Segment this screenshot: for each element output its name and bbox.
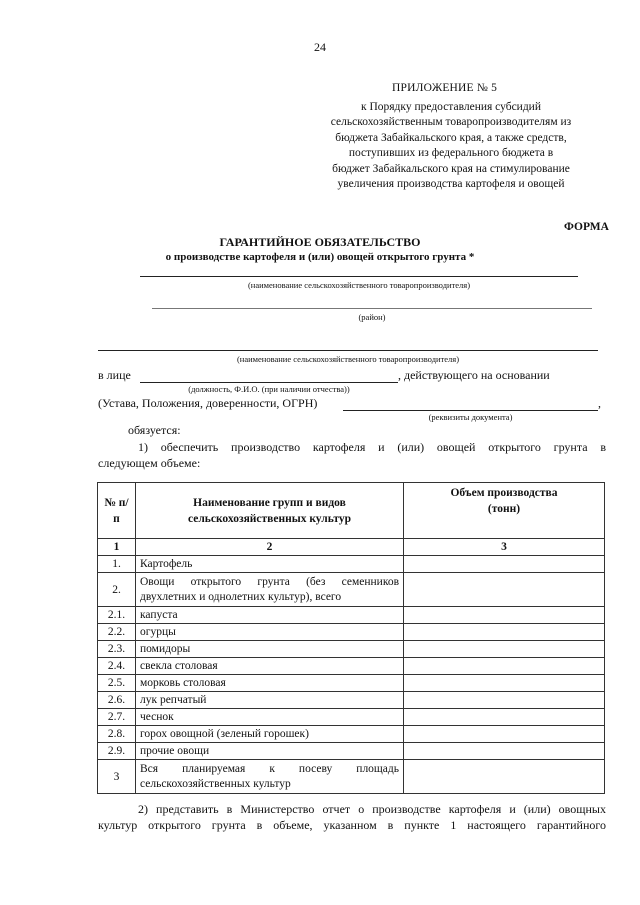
document-title: ГАРАНТИЙНОЕ ОБЯЗАТЕЛЬСТВО [219,235,421,249]
table-row [98,726,605,743]
table-row [98,556,605,573]
header-crop-name-line: сельскохозяйственных культур [187,512,352,525]
district-field-line[interactable] [152,308,592,309]
table-index-row [98,539,605,556]
clause-1-line-2: следующем объеме: [98,456,201,470]
table-row [98,641,605,658]
row-crop-name: чеснок [136,709,404,726]
row-crop-name: прочие овощи [136,743,404,760]
index-cell: 3 [404,539,605,556]
row-num: 3 [98,760,136,794]
row-crop-name-line: сельскохозяйственных культур [140,777,291,790]
producer-name-caption: (наименование сельскохозяйственного товаропроизводителя) [247,280,471,290]
document-details-field-line[interactable] [343,410,598,411]
appendix-note-line: к Порядку предоставления субсидий [361,101,541,113]
producer-name-field-line[interactable] [140,276,578,277]
acting-label: , действующего на основании [398,368,550,382]
table-row [98,743,605,760]
row-num: 2.6. [98,692,136,709]
row-num: 2.8. [98,726,136,743]
row-num: 1. [98,556,136,573]
row-crop-name [136,760,404,794]
row-crop-name: морковь столовая [136,675,404,692]
row-num: 2.9. [98,743,136,760]
appendix-note [298,100,604,192]
header-num: № п/п [98,483,136,539]
index-cell: 1 [98,539,136,556]
appendix-note-line: сельскохозяйственным товаропроизводителям из [330,116,572,129]
row-num: 2. [98,573,136,607]
document-details-caption: (реквизиты документа) [428,412,513,422]
obliges-text: обязуется: [128,423,181,437]
row-num: 2.5. [98,675,136,692]
row-volume-input[interactable] [404,573,605,607]
clause-2-line-1: 2) представить в Министерство отчет о производстве картофеля и (или) овощных [138,802,606,816]
page-number: 24 [314,40,326,54]
document-subtitle: о производстве картофеля и (или) овощей открытого грунта * [165,251,475,263]
row-num: 2.2. [98,624,136,641]
header-volume-line: Объем производства [450,487,558,499]
clause-1-line-1: 1) обеспечить производство картофеля и (или) овощей открытого грунта в [138,440,606,454]
row-volume-input[interactable] [404,692,605,709]
row-volume-input[interactable] [404,607,605,624]
appendix-note-line: увеличения производства картофеля и овощей [337,178,565,191]
appendix-note-line: бюджет Забайкальского края на стимулирование [332,162,570,175]
row-crop-name-line: Овощи открытого грунта (без семенников [140,575,399,588]
appendix-title: ПРИЛОЖЕНИЕ № 5 [392,82,498,94]
form-label: ФОРМА [564,221,609,233]
table-row [98,675,605,692]
row-num: 2.4. [98,658,136,675]
header-crop-name [136,483,404,539]
table-row [98,624,605,641]
producer-name-caption-2: (наименование сельскохозяйственного товаропроизводителя) [236,354,460,364]
row-crop-name: горох овощной (зеленый горошек) [136,726,404,743]
row-volume-input[interactable] [404,709,605,726]
table-header-row [98,483,605,539]
row-crop-name: свекла столовая [136,658,404,675]
in-person-label: в лице [98,368,131,382]
row-crop-name: помидоры [136,641,404,658]
row-volume-input[interactable] [404,760,605,794]
appendix-note-line: поступивших из федерального бюджета в [348,147,554,160]
position-caption: (должность, Ф.И.О. (при наличии отчества)) [188,384,350,394]
row-volume-input[interactable] [404,726,605,743]
table-row [98,692,605,709]
row-crop-name: Картофель [136,556,404,573]
row-volume-input[interactable] [404,743,605,760]
row-crop-name: капуста [136,607,404,624]
row-num: 2.7. [98,709,136,726]
row-crop-name [136,573,404,607]
basis-label: (Устава, Положения, доверенности, ОГРН) [98,396,318,410]
district-caption: (район) [358,312,386,322]
row-volume-input[interactable] [404,641,605,658]
table-row [98,607,605,624]
row-crop-name-line: Вся планируемая к посеву площадь [140,762,399,775]
table-row [98,709,605,726]
row-num: 2.1. [98,607,136,624]
row-num: 2.3. [98,641,136,658]
header-crop-name-line: Наименование групп и видов [193,496,346,509]
row-volume-input[interactable] [404,556,605,573]
header-volume-line: (тонн) [487,503,521,515]
row-crop-name: огурцы [136,624,404,641]
clause-2-line-2: культур открытого грунта в объеме, указанном в пункте 1 настоящего гарантийного [98,818,606,832]
table-row [98,573,605,607]
appendix-note-line: бюджета Забайкальского края, а также средств, [335,131,567,144]
row-crop-name: лук репчатый [136,692,404,709]
representative-field-line[interactable] [140,382,398,383]
basis-comma: , [598,396,601,410]
index-cell: 2 [136,539,404,556]
row-volume-input[interactable] [404,675,605,692]
row-volume-input[interactable] [404,624,605,641]
production-volume-table [97,482,605,794]
table-row [98,760,605,794]
header-volume [404,483,605,539]
row-volume-input[interactable] [404,658,605,675]
table-row [98,658,605,675]
row-crop-name-line: двухлетних и однолетних культур), всего [140,590,342,603]
producer-name-field-line-2[interactable] [98,350,598,351]
